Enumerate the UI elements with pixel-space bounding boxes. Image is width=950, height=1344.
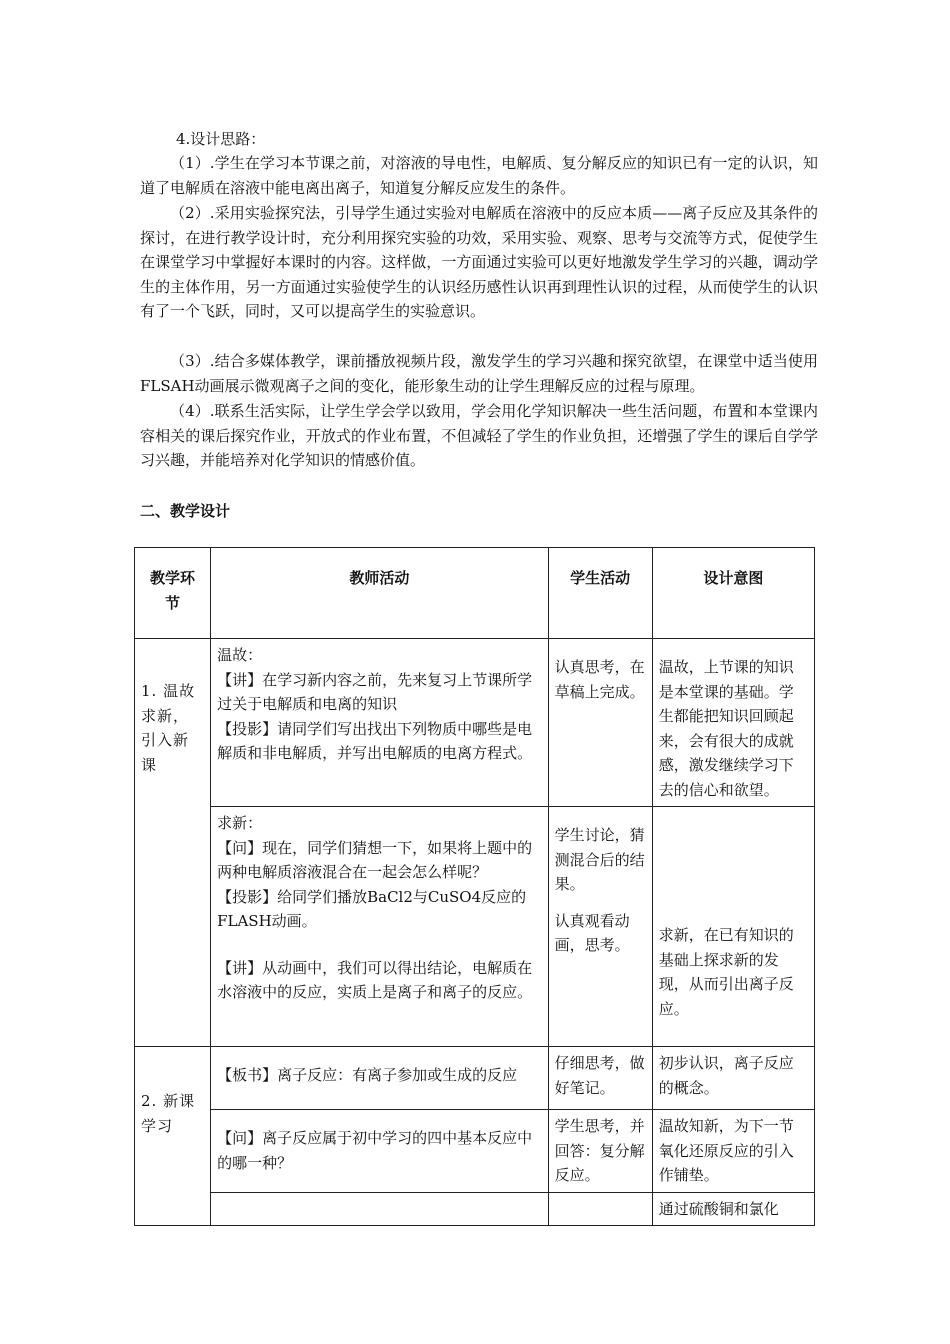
spacer [555, 897, 646, 909]
design-intent-cell: 求新，在已有知识的基础上探求新的发现，从而引出离子反应。 [652, 807, 814, 1047]
table-row [135, 1110, 815, 1193]
header-teacher-activity: 教师活动 [211, 548, 548, 639]
teacher-activity-cell: 【问】离子反应属于初中学习的四中基本反应中的哪一种？ [211, 1110, 548, 1193]
header-student-activity: 学生活动 [548, 548, 652, 639]
student-activity-cell [548, 807, 652, 1047]
teacher-activity-cell: 【板书】离子反应：有离子参加或生成的反应 [211, 1047, 548, 1110]
teacher-activity-cell [211, 639, 548, 807]
teaching-design-table [134, 547, 815, 1226]
paragraph-1: （1）.学生在学习本节课之前，对溶液的导电性，电解质、复分解反应的知识已有一定的认识，知道了电解质在溶液中能电离出离子，知道复分解反应发生的条件。 [140, 154, 818, 197]
student-line: 学生讨论，猜测混合后的结果。 [554, 826, 645, 893]
student-activity-cell [548, 1192, 652, 1226]
table-row [135, 639, 815, 807]
student-activity-cell: 学生思考，并回答：复分解反应。 [548, 1110, 652, 1193]
header-stage: 教学环节 [135, 548, 211, 639]
teacher-line: 【问】现在，同学们猜想一下，如果将上题中的两种电解质溶液混合在一起会怎么样呢？ [217, 838, 533, 881]
teacher-activity-cell [211, 807, 548, 1047]
teacher-line: 【讲】在学习新内容之前，先来复习上节课所学过关于电解质和电离的知识 [217, 670, 533, 713]
table-header-row [135, 548, 815, 639]
teacher-line: 【投影】给同学们播放BaCl2与CuSO4反应的FLASH动画。 [217, 887, 527, 930]
table-row [135, 1192, 815, 1226]
teacher-activity-cell [211, 1192, 548, 1226]
design-intent-cell: 温故，上节课的知识是本堂课的基础。学生都能把知识回顾起来，会有很大的成就感，激发继续学习下去的信心和欲望。 [652, 639, 814, 807]
table-row [135, 807, 815, 1047]
teacher-line: 【投影】请同学们写出找出下列物质中哪些是电解质和非电解质，并写出电解质的电离方程式。 [217, 719, 533, 762]
student-activity-cell: 仔细思考，做好笔记。 [548, 1047, 652, 1110]
teaching-design-heading: 二、教学设计 [140, 502, 231, 520]
stage-1-cell: 1. 温故求新，引入新课 [135, 639, 211, 1047]
paragraph-4: （4）.联系生活实际，让学生学会学以致用，学会用化学知识解决一些生活问题，布置和本堂课内容相关的课后探究作业，开放式的作业布置，不但减轻了学生的作业负担，还增强了学生的课后自学学习兴趣，并能培养对化学知识的情感价值。 [140, 402, 818, 469]
student-activity-cell: 认真思考，在草稿上完成。 [548, 639, 652, 807]
table-row [135, 1047, 815, 1110]
teacher-line: 【讲】从动画中，我们可以得出结论，电解质在水溶液中的反应，实质上是离子和离子的反应。 [217, 958, 533, 1001]
teacher-line: 求新： [217, 814, 263, 832]
stage-2-cell: 2. 新课学习 [135, 1047, 211, 1226]
design-intent-cell: 通过硫酸铜和氯化 [652, 1192, 814, 1226]
spacer [217, 934, 541, 956]
design-intent-cell: 温故知新，为下一节氧化还原反应的引入作铺垫。 [652, 1110, 814, 1193]
teacher-line: 温故： [217, 646, 263, 664]
student-line: 认真观看动画，思考。 [554, 911, 630, 954]
paragraph-2: （2）.采用实验探究法，引导学生通过实验对电解质在溶液中的反应本质——离子反应及其条件的探讨，在进行教学设计时，充分利用探究实验的功效，采用实验、观察、思考与交流等方式，促使学生在课堂学习中掌握好本课时的内容。这样做，一方面通过实验可以更好地激发学生学习的兴趣，调动学生的主体作用，另一方面通过实验使学生的认识经历感性认识再到理性认识的过程，从而使学生的认识有了一个飞跃，同时，又可以提高学生的实验意识。 [140, 204, 818, 320]
design-ideas-title: 4.设计思路： [176, 130, 266, 148]
paragraph-3: （3）.结合多媒体教学，课前播放视频片段，激发学生的学习兴趣和探究欲望，在课堂中适当使用FLSAH动画展示微观离子之间的变化，能形象生动的让学生理解反应的过程与原理。 [140, 352, 818, 395]
design-intent-cell: 初步认识，离子反应的概念。 [652, 1047, 814, 1110]
header-design-intent: 设计意图 [652, 548, 814, 639]
